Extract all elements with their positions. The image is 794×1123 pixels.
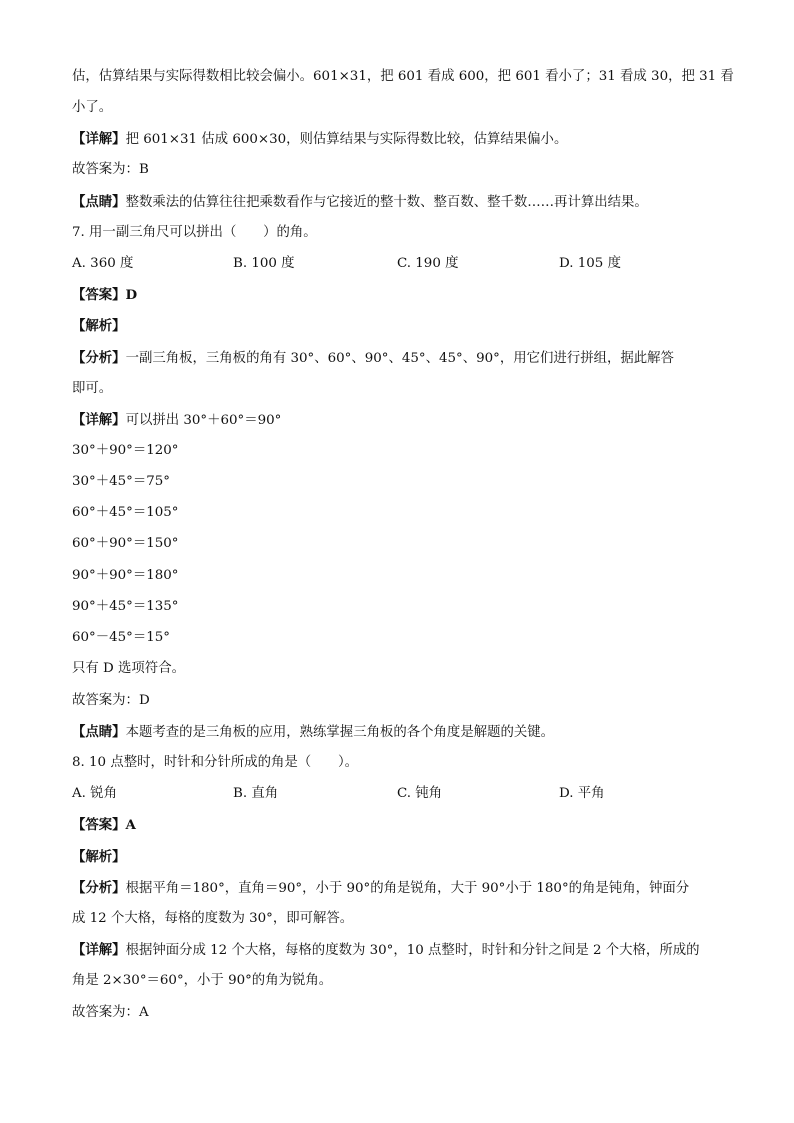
tip-paragraph xyxy=(72,722,554,743)
option-b: B. 直角 xyxy=(233,786,279,801)
options-q8 xyxy=(72,784,732,804)
text-line: 成 12 个大格，每格的度数为 30°，即可解答。 xyxy=(72,911,354,926)
detail-text: 可以拼出 30°＋60°＝90° xyxy=(125,413,282,428)
equation-line: 90°＋45°＝135° xyxy=(72,599,179,614)
detail-paragraph xyxy=(72,940,700,961)
answer-line: 故答案为：D xyxy=(72,693,150,708)
text-line: 小了。 xyxy=(72,100,113,115)
tip-text: 本题考查的是三角板的应用，熟练掌握三角板的各个角度是解题的关键。 xyxy=(125,725,555,740)
analysis-tag: 【分析】 xyxy=(72,880,126,896)
answer-line: 故答案为：A xyxy=(72,1005,149,1020)
option-c: C. 钝角 xyxy=(397,786,443,801)
analysis-text: 根据平角＝180°，直角＝90°，小于 90°的角是锐角，大于 90°小于 180°的角是钝角，钟面分 xyxy=(125,881,690,896)
detail-tag: 【详解】 xyxy=(72,412,126,428)
equation-line: 60°－45°＝15° xyxy=(72,630,170,645)
equation-line: 60°＋90°＝150° xyxy=(72,536,179,551)
answer-line: 故答案为：B xyxy=(72,162,149,177)
detail-text: 把 601×31 估成 600×30，则估算结果与实际得数比较，估算结果偏小。 xyxy=(125,132,568,147)
option-a: A. 360 度 xyxy=(72,256,134,271)
text-line: 【分析】一副三角板，三角板的角有 30°、60°、90°、45°、45°、90°，用它们进行拼组，据此解答 xyxy=(72,350,674,366)
equation-line: 30°＋90°＝120° xyxy=(72,443,179,458)
tip-tag: 【点睛】 xyxy=(72,724,126,740)
text-line: 即可。 xyxy=(72,381,113,396)
answer-tag-line: 【答案】D xyxy=(72,287,138,303)
detail-tag: 【详解】 xyxy=(72,942,126,958)
option-d: D. 105 度 xyxy=(559,256,621,271)
option-d: D. 平角 xyxy=(559,786,605,801)
equation-line: 90°＋90°＝180° xyxy=(72,568,179,583)
analysis-header: 【解析】 xyxy=(72,318,126,334)
option-a: A. 锐角 xyxy=(72,786,117,801)
tip-paragraph xyxy=(72,192,648,213)
text-line: 估，估算结果与实际得数相比较会偏小。601×31，把 601 看成 600，把 601 看小了；31 看成 30，把 31 看 xyxy=(72,69,734,84)
equation-line: 60°＋45°＝105° xyxy=(72,505,179,520)
detail-paragraph xyxy=(72,129,567,150)
detail-tag: 【详解】 xyxy=(72,131,126,147)
question-7: 7. 用一副三角尺可以拼出（ ）的角。 xyxy=(72,225,317,240)
tip-text: 整数乘法的估算往往把乘数看作与它接近的整十数、整百数、整千数……再计算出结果。 xyxy=(125,195,648,210)
option-c: C. 190 度 xyxy=(397,256,459,271)
options-q7 xyxy=(72,254,732,274)
analysis-text: 一副三角板，三角板的角有 30°、60°、90°、45°、45°、90°，用它们进行拼组，据此解答 xyxy=(125,351,674,366)
detail-text: 根据钟面分成 12 个大格，每格的度数为 30°，10 点整时，时针和分针之间是 2 个大格，所成的 xyxy=(125,943,700,958)
text-line: 只有 D 选项符合。 xyxy=(72,661,185,676)
question-8: 8. 10 点整时，时针和分针所成的角是（ ）。 xyxy=(72,755,359,770)
analysis-header: 【解析】 xyxy=(72,849,126,865)
tip-tag: 【点睛】 xyxy=(72,194,126,210)
analysis-paragraph xyxy=(72,878,689,899)
answer-tag-line: 【答案】A xyxy=(72,817,136,833)
option-b: B. 100 度 xyxy=(233,256,295,271)
detail-paragraph xyxy=(72,410,281,431)
text-line: 角是 2×30°＝60°，小于 90°的角为锐角。 xyxy=(72,973,333,988)
equation-line: 30°＋45°＝75° xyxy=(72,474,170,489)
